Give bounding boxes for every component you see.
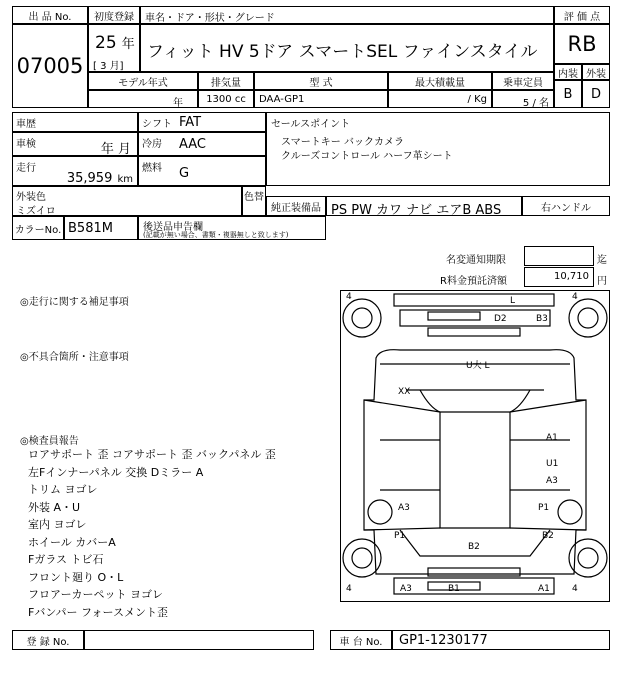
max-load-label: 最大積載量 <box>415 77 465 89</box>
shift-cell <box>138 112 266 132</box>
name-change-unit: 迄 <box>597 255 607 266</box>
inspector-line: Fバンパー フォースメント歪 <box>28 605 168 619</box>
mileage-cell <box>12 156 138 186</box>
lot-label: 出 品 No. <box>28 11 72 23</box>
mark-u-dai-l: U大 L <box>466 361 490 371</box>
inspector-label: ◎検査員報告 <box>20 436 79 447</box>
model-year-label-cell <box>88 72 198 90</box>
model-year-label: モデル年式 <box>118 77 168 89</box>
mark-top-l: L <box>510 296 516 306</box>
lot-label-cell <box>12 6 88 24</box>
interior-label-cell <box>554 64 582 80</box>
interior-label: 内装 <box>558 68 578 80</box>
first-reg-label: 初度登録 <box>94 11 134 23</box>
registration-label: 登 録 No. <box>26 636 70 648</box>
exterior-grade-cell <box>582 80 610 108</box>
inspector-line: 室内 ヨゴレ <box>28 518 87 531</box>
reg-year: 25 <box>95 33 117 53</box>
mark-u1: U1 <box>546 459 559 469</box>
car-title: フィット HV 5ドア スマートSEL ファインスタイル <box>147 42 538 62</box>
mark-a3-bottom: A3 <box>400 584 412 594</box>
shift-value: FAT <box>179 115 202 130</box>
chassis-label: 車 台 No. <box>339 636 383 648</box>
exterior-color-label: 外装色 <box>16 192 46 203</box>
tire-label: 4 <box>346 292 352 302</box>
inspector-line: ロアサポート 歪 コアサポート 歪 バックパネル 歪 <box>28 448 276 461</box>
ac-value: AAC <box>179 137 206 152</box>
mark-b1: B1 <box>448 584 460 594</box>
shift-label: シフト <box>142 119 172 130</box>
driving-notes-label: ◎走行に関する補足事項 <box>20 297 129 308</box>
color-change-label: 色替 <box>244 192 264 203</box>
chassis-cell <box>392 630 610 650</box>
defects-label: ◎不具合箇所・注意事項 <box>20 352 129 363</box>
recycle-field <box>524 267 594 287</box>
mark-p1-left: P1 <box>394 531 406 541</box>
name-change-label: 名変通知期限 <box>446 255 506 266</box>
color-no-label-cell <box>12 216 64 240</box>
tire-label: 4 <box>572 292 578 302</box>
steering-value: 右ハンドル <box>541 202 591 214</box>
color-no-label: カラーNo. <box>14 224 62 236</box>
tire-front-right <box>569 299 607 337</box>
exterior-color-value: ミズイロ <box>16 206 56 217</box>
mark-b3-top: B3 <box>536 314 548 324</box>
exterior-label: 外装 <box>586 68 606 80</box>
rating-value: RB <box>567 32 597 56</box>
car-diagram <box>340 290 610 602</box>
fuel-value: G <box>179 166 190 181</box>
after-parts-cell <box>138 216 326 240</box>
mark-d2: D2 <box>494 314 507 324</box>
ac-label: 冷房 <box>142 139 162 150</box>
max-load-label-cell <box>388 72 492 90</box>
car-title-cell <box>140 24 554 72</box>
sales-points-cell <box>266 112 610 186</box>
inspector-line: トリム ヨゴレ <box>28 483 98 496</box>
inspector-line: 外装 A・U <box>28 500 81 514</box>
rear-bumper <box>394 578 554 594</box>
tire-front-left <box>343 299 381 337</box>
chassis-label-cell <box>330 630 392 650</box>
capacity-value: 5 / 名 <box>522 98 549 109</box>
inspector-line: ホイール カバーA <box>28 535 116 549</box>
mileage-label: 走行 <box>16 163 36 174</box>
history-cell <box>12 112 138 132</box>
displacement-label-cell <box>198 72 254 90</box>
after-parts-note: (記載が無い場合、書類・複器無しと致します) <box>143 231 289 239</box>
first-reg-cell <box>88 24 140 72</box>
standard-equipment-label-cell <box>266 196 326 216</box>
reg-year-unit: 年 <box>121 37 135 52</box>
capacity-label: 乗車定員 <box>503 77 543 89</box>
after-parts-label: 後送品申告欄 <box>143 222 203 233</box>
steering-cell <box>522 196 610 216</box>
inspector-line: フロアーカーペット ヨゴレ <box>28 588 163 601</box>
mark-xx: XX <box>398 387 411 397</box>
color-no-cell <box>64 216 138 240</box>
color-no-value: B581M <box>68 221 113 236</box>
chassis-value: GP1-1230177 <box>399 633 488 648</box>
mark-b2-right: B2 <box>542 531 554 541</box>
interior-grade-cell <box>554 80 582 108</box>
history-label: 車歴 <box>16 119 36 130</box>
tire-label: 4 <box>572 584 578 594</box>
lot-number: 07005 <box>16 54 84 78</box>
standard-equipment-label: 純正装備品 <box>271 202 321 214</box>
sales-points-label: セールスポイント <box>271 119 351 130</box>
mark-b2-bottom: B2 <box>468 542 480 552</box>
displacement-cell <box>198 90 254 108</box>
color-change-cell <box>242 186 266 216</box>
mark-a3-left: A3 <box>398 503 410 513</box>
standard-equipment-value: PS PW カワ ナビ エアB ABS <box>331 203 502 218</box>
max-load-cell <box>388 90 492 108</box>
type-cell <box>254 90 388 108</box>
rating-label: 評 価 点 <box>563 11 601 23</box>
inspector-line: Fガラス トビ石 <box>28 553 104 566</box>
recycle-unit: 円 <box>597 276 607 287</box>
mark-a1-right: A1 <box>546 433 558 443</box>
interior-grade: B <box>563 86 573 102</box>
model-title-label-cell <box>140 6 554 24</box>
model-year-cell <box>88 90 198 108</box>
type-label-cell <box>254 72 388 90</box>
inspection-cell <box>12 132 138 156</box>
mileage-unit: km <box>117 174 133 185</box>
mileage-value: 35,959 <box>66 171 113 186</box>
exterior-label-cell <box>582 64 610 80</box>
mark-p1-right: P1 <box>538 503 550 513</box>
recycle-value: 10,710 <box>554 271 589 282</box>
sales-points-line-2: クルーズコントロール ハーフ革シート <box>281 151 453 162</box>
mark-a3-right: A3 <box>546 476 558 486</box>
exterior-color-cell <box>12 186 242 216</box>
fuel-cell <box>138 156 266 186</box>
capacity-cell <box>492 90 554 108</box>
type-value: DAA-GP1 <box>259 94 305 105</box>
inspection-label: 車検 <box>16 139 36 150</box>
standard-equipment-cell <box>326 196 522 216</box>
sales-points-line-1: スマートキー バックカメラ <box>281 137 404 148</box>
model-year-value: 年 <box>173 98 183 109</box>
registration-cell <box>84 630 314 650</box>
inspector-line: フロント廻り O・L <box>28 570 124 584</box>
rating-label-cell <box>554 6 610 24</box>
model-title-label: 車名・ドア・形状・グレード <box>145 13 275 24</box>
inspector-line: 左Fインナーパネル 交換 Dミラー A <box>28 465 204 479</box>
recycle-label: R料金預託済額 <box>440 276 507 287</box>
front-bumper-top <box>394 294 554 306</box>
tire-label: 4 <box>346 584 352 594</box>
first-reg-label-cell <box>88 6 140 24</box>
displacement-value: 1300 cc <box>206 93 246 105</box>
inspector-report <box>28 446 276 621</box>
lot-number-cell <box>12 24 88 108</box>
max-load-value: / Kg <box>467 94 487 105</box>
exterior-grade: D <box>590 86 601 102</box>
displacement-label: 排気量 <box>211 77 241 89</box>
rating-cell <box>554 24 610 64</box>
ac-cell <box>138 132 266 156</box>
inspection-value: 年 月 <box>100 142 131 157</box>
reg-month: [ 3 月] <box>93 61 124 72</box>
capacity-label-cell <box>492 72 554 90</box>
mark-a1-bottom: A1 <box>538 584 550 594</box>
type-label: 型 式 <box>309 77 333 89</box>
fuel-label: 燃料 <box>142 163 162 174</box>
name-change-field <box>524 246 594 266</box>
registration-label-cell <box>12 630 84 650</box>
